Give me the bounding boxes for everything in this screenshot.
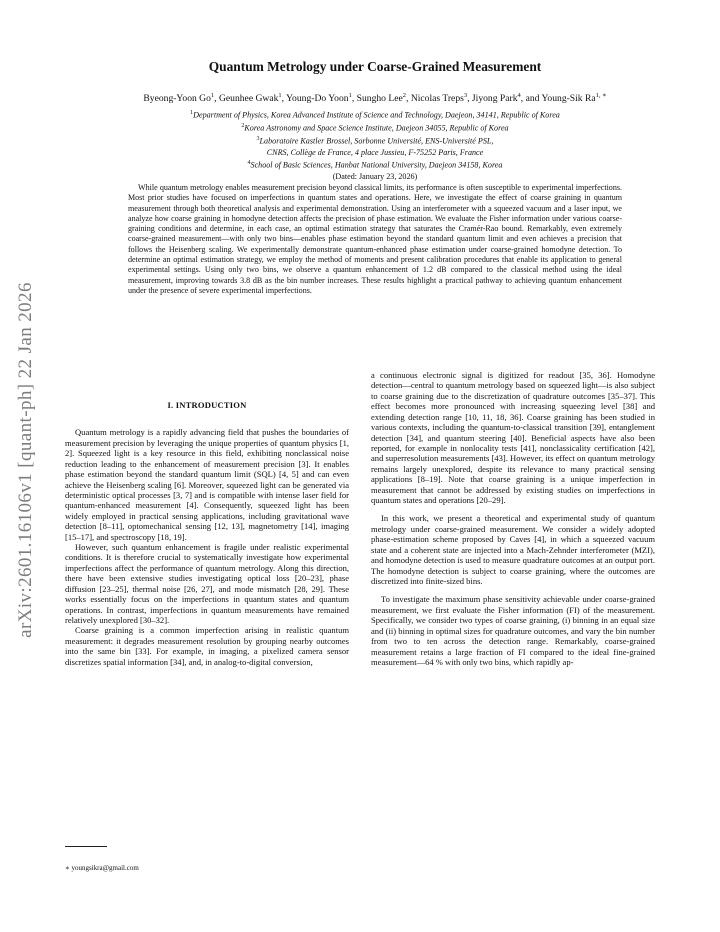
- left-column: [65, 370, 349, 667]
- intro-paragraph-4: a continuous electronic signal is digitized for readout [35, 36]. Homodyne detection—central to quantum metrology based on squeezed light—is also subject to coarse graining due to the discretization of quadrature outcomes [35–37]. This effect becomes more pronounced with increasing squeezing level [38] and extending detection range [10, 11, 18, 36]. Coarse graining has been studied in various contexts, including the quantum-to-classical transition [39], entanglement detection [34], and quantum steering [40]. Beneficial aspects have also been reported, for example in nonlocality tests [41], nonclassicality certification [42], and superresolution measurements [43]. However, its effect on quantum metrology remains largely unexplored, despite its relevance to many practical sensing applications [8–19]. Note that coarse graining is a unique imperfection in measurement that cannot be addressed by existing studies on imperfections in quantum states and operations [20–29].: [371, 370, 655, 506]
- affiliation-line: [80, 108, 670, 121]
- paper-title: Quantum Metrology under Coarse-Grained Measurement: [208, 59, 542, 74]
- affiliation-text: Department of Physics, Korea Advanced Institute of Science and Technology, Daejeon, 34141, Republic of Korea: [193, 110, 560, 120]
- author: Nicolas Treps$^3$,: [410, 92, 470, 105]
- author-name: Nicolas Treps: [410, 93, 464, 105]
- author-name: Young-Do Yoon: [286, 93, 349, 105]
- affiliation-number: 3: [256, 135, 260, 142]
- affiliation-list: [80, 108, 670, 171]
- author-name: Byeong-Yoon Go: [143, 93, 211, 105]
- affiliation-text: Korea Astronomy and Space Science Institute, Daejeon 34055, Republic of Korea: [244, 123, 509, 133]
- author-affiliation-mark: 1: [278, 92, 282, 99]
- arxiv-identifier-stamp: [4, 180, 48, 740]
- author-affiliation-mark: 2: [402, 92, 406, 99]
- right-column: [371, 370, 655, 667]
- affiliation-line: [80, 134, 670, 147]
- affiliation-number: 1: [190, 110, 194, 116]
- intro-paragraph-3: Coarse graining is a common imperfection arising in realistic quantum measurement: it degrades measurement resolution by grouping nearby outcomes into the same bin [33]. For example, in imaging, a pixelized camera sensor discretizes spatial information [34], and, in analog-to-digital conversion,: [65, 625, 349, 667]
- author-name: Sungho Lee: [356, 93, 403, 105]
- affiliation-number: 4: [247, 159, 251, 166]
- author-affiliation-mark: 1, ∗: [595, 92, 607, 99]
- affiliation-line: [80, 158, 670, 171]
- affiliation-line: [80, 121, 670, 134]
- affiliation-number: 2: [241, 122, 245, 129]
- affiliation-text: School of Basic Sciences, Hanbat National University, Daejeon 34158, Korea: [250, 160, 503, 170]
- affiliation-line: [80, 147, 670, 158]
- intro-paragraph-5: In this work, we present a theoretical and experimental study of quantum metrology under coarse-grained measurement. We consider a widely adopted phase-estimation scheme proposed by Caves [4], in which a squeezed vacuum state and a coherent state are injected into a Mach-Zehnder interferometer (MZI), and homodyne detection is used to measure quadrature outcomes at an output port. The homodyne detection is subject to coarse graining, where the outcomes are discretized into finite-sized bins.: [371, 513, 655, 587]
- author-affiliation-mark: 4: [517, 92, 521, 99]
- intro-paragraph-6: To investigate the maximum phase sensitivity achievable under coarse-grained measurement, we first evaluate the Fisher information (FI) of the measurement. Specifically, we consider two types of coarse graining, (i) binning in an equal size and (ii) binning in optimal sizes for quadrature outcomes, and vary the bin number from two to ten across the detection range. Remarkably, coarse-grained measurement retains a large fraction of FI compared to the ideal fine-grained measurement—64 % with only two bins, which rapidly ap-: [371, 594, 655, 667]
- author: Jiyong Park$^4$,: [471, 92, 524, 105]
- corresponding-author-email: ∗ youngsikra@gmail.com: [65, 864, 139, 872]
- author-affiliation-mark: 1: [348, 92, 352, 99]
- date-line: (Dated: January 23, 2026): [332, 171, 418, 181]
- intro-paragraph-1: Quantum metrology is a rapidly advancing field that pushes the boundaries of measurement precision by leveraging the unique properties of quantum physics [1, 2]. Squeezed light is a key resource in this field, exhibiting nonclassical noise reduction leading to the enhancement of measurement precision [3]. It enables phase estimation beyond the standard quantum limit (SQL) [4, 5] and can even achieve the Heisenberg scaling [6]. Moreover, squeezed light can be generated via deterministic optical processes [3, 7] and is compatible with intense laser field for quantum-enhanced measurement [4]. Consequently, squeezed light has been widely employed in practical sensing applications, including gravitational wave detection [8–11], optomechanical sensing [12, 13], magnetometry [14], imaging [15–17], and spectroscopy [18, 19].: [65, 427, 349, 542]
- arxiv-identifier-text: arXiv:2601.16106v1 [quant-ph] 22 Jan 2026: [15, 282, 36, 638]
- author-name: and Young-Sik Ra: [525, 93, 596, 105]
- section-heading-introduction: I. INTRODUCTION: [167, 400, 247, 410]
- author-list: [60, 91, 690, 104]
- author: Geunhee Gwak$^1$,: [218, 92, 285, 105]
- author: [526, 93, 607, 104]
- affiliations: [80, 108, 670, 182]
- author-affiliation-mark: 3: [463, 92, 468, 99]
- author-name: Geunhee Gwak: [218, 93, 279, 105]
- abstract: While quantum metrology enables measurement precision beyond classical limits, its performance is often susceptible to experimental imperfections. Most prior studies have focused on imperfections in quantum states and operations. Here, we investigate the effect of coarse graining in quantum measurement through both theoretical analysis and experimental demonstration. Using an interferometer with a squeezed vacuum and a laser input, we analyze how coarse graining in homodyne detection affects the precision of phase estimation. We evaluate the Fisher information under various coarse-graining conditions and determine, in each case, an optimal estimation strategy that saturates the Cramér-Rao bound. Remarkably, even extremely coarse-grained measurement—with only two bins—enables phase estimation beyond the standard quantum limit and even achieves a precision that follows the Heisenberg scaling. We experimentally demonstrate quantum-enhanced phase estimation under coarse-grained homodyne detection. To determine an optimal estimation strategy, we employ the method of moments and present calibration procedures that enable its application to general experimental settings. Using only two bins, we observe a quantum enhancement of 1.2 dB compared to the classical method using the ideal measurement, improving towards 3.8 dB as the bin number increases. These results highlight a practical pathway to achieving quantum enhancement under the presence of severe experimental imperfections.: [128, 183, 622, 295]
- author-affiliation-mark: 1: [210, 92, 215, 99]
- author: Sungho Lee$^2$,: [356, 92, 409, 105]
- intro-paragraph-2: However, such quantum enhancement is fragile under realistic experimental conditions. It is therefore crucial to systematically investigate how experimental imperfections affect the performance of quantum metrology. Along this direction, there have been extensive studies investigating optical loss [20–23], phase diffusion [23–25], thermal noise [26, 27], and mode mismatch [28, 29]. These works essentially focus on the imperfections in quantum states and quantum operations. In contrast, imperfections in quantum measurements have remained relatively unexplored [30–32].: [65, 542, 349, 626]
- author: Young-Do Yoon$^1$,: [286, 92, 355, 105]
- footnote-rule: [65, 846, 107, 847]
- affiliation-text: CNRS, Collège de France, 4 place Jussieu, F-75252 Paris, France: [266, 147, 484, 157]
- author: Byeong-Yoon Go$^1$,: [143, 92, 217, 105]
- affiliation-text: Laboratoire Kastler Brossel, Sorbonne Université, ENS-Université PSL,: [259, 136, 494, 146]
- author-name: Jiyong Park: [471, 93, 518, 105]
